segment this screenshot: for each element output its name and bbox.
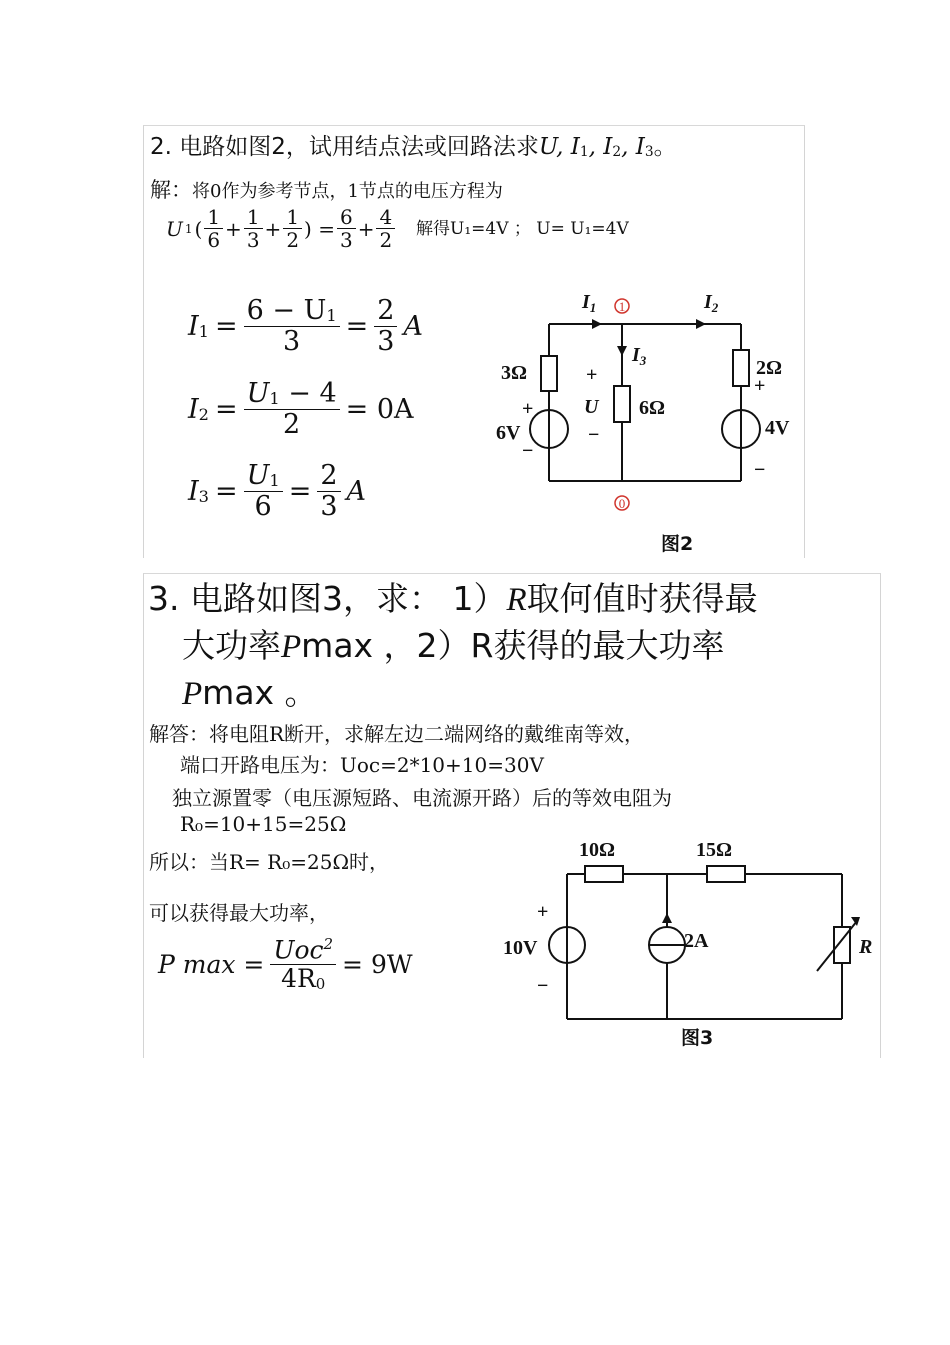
node-equation <box>166 206 395 251</box>
eq-sub: 0 <box>315 974 326 993</box>
eq-var: I <box>188 310 199 342</box>
solution-text: 将0作为参考节点，1节点的电压方程为 <box>192 181 503 202</box>
title-sub: 2 <box>612 144 622 160</box>
frac-den: 2 <box>283 408 301 440</box>
eq-sub: 3 <box>198 486 209 506</box>
fraction <box>374 296 397 356</box>
variable-arrow-head-icon <box>851 917 860 926</box>
label-10ohm: 10Ω <box>579 839 616 861</box>
label-I2: $I_2$ <box>704 291 719 315</box>
frac-den: 6 <box>207 228 221 252</box>
frac-num: 1 <box>244 206 263 229</box>
equation-I3 <box>188 461 366 521</box>
title-var: U, I <box>538 134 580 160</box>
label-U: U <box>584 396 599 418</box>
fraction <box>337 206 356 251</box>
eq-op: = <box>214 393 238 425</box>
eq-sub: 1 <box>326 306 337 325</box>
eq-unit: A <box>403 310 423 342</box>
eq-var: I <box>188 475 199 507</box>
title-sub: 3 <box>644 144 654 160</box>
circuit-diagram-3 <box>499 829 879 1058</box>
title-sub: 1 <box>579 144 589 160</box>
circuit-diagram-2 <box>474 276 794 556</box>
answer-line: R₀=10+15=25Ω <box>180 812 347 836</box>
answer-line: 独立源置零（电压源短路、电流源开路）后的等效电阻为 <box>172 786 672 810</box>
eq-var: U <box>166 216 183 241</box>
eq-op: ) = <box>304 216 335 241</box>
eq-sub: 1 <box>269 389 280 408</box>
label-15ohm: 15Ω <box>696 839 733 861</box>
answer-line: 解答：将电阻R断开，求解左边二端网络的戴维南等效， <box>149 722 645 746</box>
problem-2-panel <box>143 125 805 558</box>
fraction <box>317 461 340 521</box>
frac-den: 2 <box>286 228 300 252</box>
solution-intro <box>150 174 503 204</box>
label-R: R <box>859 936 873 958</box>
frac-den: 2 <box>379 228 393 252</box>
fraction <box>283 206 302 251</box>
node-0-label: 0 <box>618 496 626 511</box>
eq-lhs: P max = <box>158 949 265 979</box>
eq-sub: 1 <box>269 471 280 490</box>
node-result: 解得U₁=4V ； U= U₁=4V <box>416 219 629 239</box>
title-var: R <box>506 582 527 618</box>
title-text: 3. 电路如图3，求： 1） <box>148 579 507 618</box>
title-var: P <box>281 629 302 665</box>
resistor-3ohm <box>541 356 557 391</box>
fraction <box>270 936 336 992</box>
label-6ohm: 6Ω <box>639 397 666 419</box>
frac-den: 3 <box>377 325 395 357</box>
title-var: P <box>182 676 203 712</box>
frac-num: 6 − U <box>246 295 327 326</box>
eq-op: = <box>288 475 312 507</box>
frac-num: U <box>246 378 270 409</box>
frac-num: U <box>246 460 270 491</box>
title-end: 。 <box>653 134 677 160</box>
solution-label: 解： <box>150 178 192 202</box>
pmax-equation <box>158 936 413 992</box>
problem-2-title <box>150 128 677 161</box>
frac-den: 3 <box>283 325 301 357</box>
eq-op: + <box>264 216 282 241</box>
eq-rhs: = 9W <box>342 949 413 979</box>
eq-sub: 2 <box>198 404 209 424</box>
title-text: 取何值时获得最 <box>526 579 758 618</box>
eq-unit: A <box>346 475 366 507</box>
minus-sign: − <box>754 459 766 481</box>
minus-sign: − <box>537 975 549 997</box>
resistor-15ohm <box>707 866 745 882</box>
eq-paren: ( <box>194 216 203 241</box>
node-1-label: 1 <box>618 299 626 314</box>
title-var: , I <box>621 134 645 160</box>
eq-result: = 0A <box>345 393 414 425</box>
answer-line: 端口开路电压为：Uoc=2*10+10=30V <box>180 753 544 777</box>
plus-sign: + <box>754 375 766 397</box>
title-text: max 。 <box>202 673 318 712</box>
frac-num: 6 <box>337 206 356 229</box>
eq-op: + <box>225 216 242 241</box>
arrow-I3-icon <box>617 346 627 356</box>
frac-num: 2 <box>317 461 340 492</box>
label-10v: 10V <box>503 937 538 959</box>
problem-3-title <box>148 576 758 717</box>
frac-num: 1 <box>204 206 223 229</box>
label-6v: 6V <box>496 422 521 444</box>
minus-sign: − <box>522 440 534 462</box>
label-I3: $I_3$ <box>632 344 647 368</box>
equation-I2 <box>188 379 414 439</box>
fraction <box>244 206 263 251</box>
eq-var: I <box>188 393 199 425</box>
eq-op: = <box>214 475 238 507</box>
plus-sign: + <box>522 398 534 420</box>
title-var: , I <box>588 134 613 160</box>
label-I1: $I_1$ <box>582 291 597 315</box>
title-text: 2. 电路如图2，试用结点法或回路法求 <box>150 134 539 160</box>
problem-3-panel <box>143 573 881 1058</box>
fraction <box>244 379 340 439</box>
title-text: 大功率 <box>182 626 281 665</box>
label-2ohm: 2Ω <box>756 357 783 379</box>
label-4v: 4V <box>765 417 790 439</box>
figure-caption: 图2 <box>661 533 694 555</box>
answer-line: 所以：当R= R₀=25Ω时， <box>149 850 390 874</box>
frac-num: 1 <box>283 206 302 229</box>
equation-I1 <box>188 296 423 356</box>
plus-sign: + <box>586 364 598 386</box>
resistor-6ohm <box>614 386 630 422</box>
frac-num: − 4 <box>279 378 337 409</box>
current-arrow-icon <box>662 913 672 923</box>
frac-den: 6 <box>254 490 272 522</box>
frac-den: 3 <box>339 228 353 252</box>
fraction <box>204 206 223 251</box>
frac-den: 3 <box>320 490 338 522</box>
resistor-2ohm <box>733 350 749 386</box>
title-text: max ，2）R获得的最大功率 <box>301 626 725 665</box>
answer-line: 可以获得最大功率， <box>149 901 329 925</box>
fraction <box>244 461 283 521</box>
figure-caption: 图3 <box>681 1027 714 1049</box>
eq-op: = <box>214 310 238 342</box>
minus-sign: − <box>588 424 600 446</box>
label-3ohm: 3Ω <box>501 362 528 384</box>
resistor-10ohm <box>585 866 623 882</box>
eq-sup: 2 <box>323 935 334 953</box>
eq-sub: 1 <box>198 321 209 341</box>
frac-den: 3 <box>246 228 260 252</box>
fraction <box>376 206 395 251</box>
plus-sign: + <box>537 901 549 923</box>
arrow-I1-icon <box>592 319 602 329</box>
frac-den: 4R <box>281 963 316 993</box>
frac-num: 2 <box>374 296 397 327</box>
fraction <box>244 296 340 356</box>
frac-num: 4 <box>376 206 395 229</box>
arrow-I2-icon <box>696 319 706 329</box>
eq-op: = <box>345 310 369 342</box>
eq-sub: 1 <box>184 221 193 236</box>
frac-num: Uoc <box>273 935 324 965</box>
label-2a: 2A <box>684 930 709 952</box>
eq-op: + <box>357 216 375 241</box>
